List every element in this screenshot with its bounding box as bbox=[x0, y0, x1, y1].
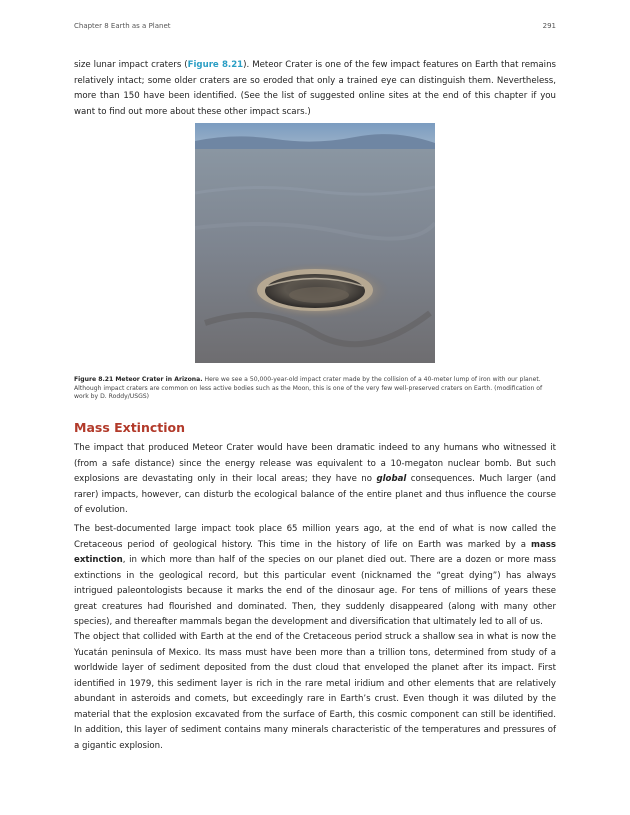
paragraph-2-text-b: consequences. Much larger (and rarer) impacts, however, can disturb the ecological balance of the entire planet and thus influence the course of evolution. bbox=[74, 474, 556, 515]
page-number: 291 bbox=[542, 22, 556, 30]
crater-illustration bbox=[195, 123, 435, 363]
paragraph-2 bbox=[74, 441, 556, 519]
emphasis-global: global bbox=[376, 474, 407, 484]
meteor-crater-photo bbox=[195, 123, 435, 363]
paragraph-3-text-a: The best-documented large impact took place 65 million years ago, at the end of what is now called the Cretaceous period of geological history. This time in the history of life on Earth was marked by a bbox=[74, 524, 556, 550]
figure-caption bbox=[74, 376, 556, 402]
running-header-chapter: Chapter 8 Earth as a Planet bbox=[74, 22, 171, 30]
paragraph-4: The object that collided with Earth at the end of the Cretaceous period struck a shallow sea in what is now the Yucatán peninsula of Mexico. Its mass must have been more than a trillion tons, determined from study of a worldwide layer of sediment deposited from the dust cloud that enveloped the planet after its impact. First identified in 1979, this sediment layer is rich in the rare metal iridium and other elements that are relatively abundant in asteroids and comets, but exceedingly rare in Earth’s crust. Even though it was diluted by the material that the explosion excavated from the surface of Earth, this cosmic component can still be identified. In addition, this layer of sediment contains many minerals characteristic of the temperatures and pressures of a gigantic explosion. bbox=[74, 632, 556, 751]
paragraph-2-text-a: The impact that produced Meteor Crater would have been dramatic indeed to any humans who witnessed it (from a safe distance) since the energy release was equivalent to a 10-megaton nuclear bomb. But such explosions are devastating only in their local areas; they have no bbox=[74, 443, 556, 484]
section-heading-mass-extinction: Mass Extinction bbox=[74, 420, 186, 435]
figure-caption-label: Figure 8.21 Meteor Crater in Arizona. bbox=[74, 376, 203, 383]
page-header bbox=[74, 22, 556, 32]
paragraph-3-text-b: , in which more than half of the species on our planet died out. There are a dozen or more mass extinctions in the geological record, but this particular event (nicknamed the “great dying”) has always intrigued paleontologists because it marks the end of the dinosaur age. For tens of millions of years these great creatures had flourished and dominated. Then, they suddenly disappeared (along with many other species), and thereafter mammals began the development and diversification that ultimately led to all of us. bbox=[74, 555, 556, 627]
figure-8-21-link[interactable]: Figure 8.21 bbox=[187, 60, 244, 70]
figure-caption-text: Here we see a 50,000-year-old impact crater made by the collision of a 40-meter lump of iron with our planet. Although impact craters are common on less active bodies such as the Moon, this is one of the very few well-preserved craters on Earth. (modification of work by D. Roddy/USGS) bbox=[74, 376, 543, 401]
paragraph-1 bbox=[74, 58, 556, 120]
paragraph-1-text-a: size lunar impact craters ( bbox=[74, 60, 188, 70]
paragraph-3 bbox=[74, 522, 556, 631]
paragraph-1-text-b: ). Meteor Crater is one of the few impact features on Earth that remains relatively intact; some older craters are so eroded that only a trained eye can distinguish them. Nevertheless, more than 150 have been identified. (See the list of suggested online sites at the end of this chapter if you want to find out more about these other impact scars.) bbox=[74, 60, 556, 117]
key-term-mass-extinction: mass extinction bbox=[74, 539, 556, 565]
